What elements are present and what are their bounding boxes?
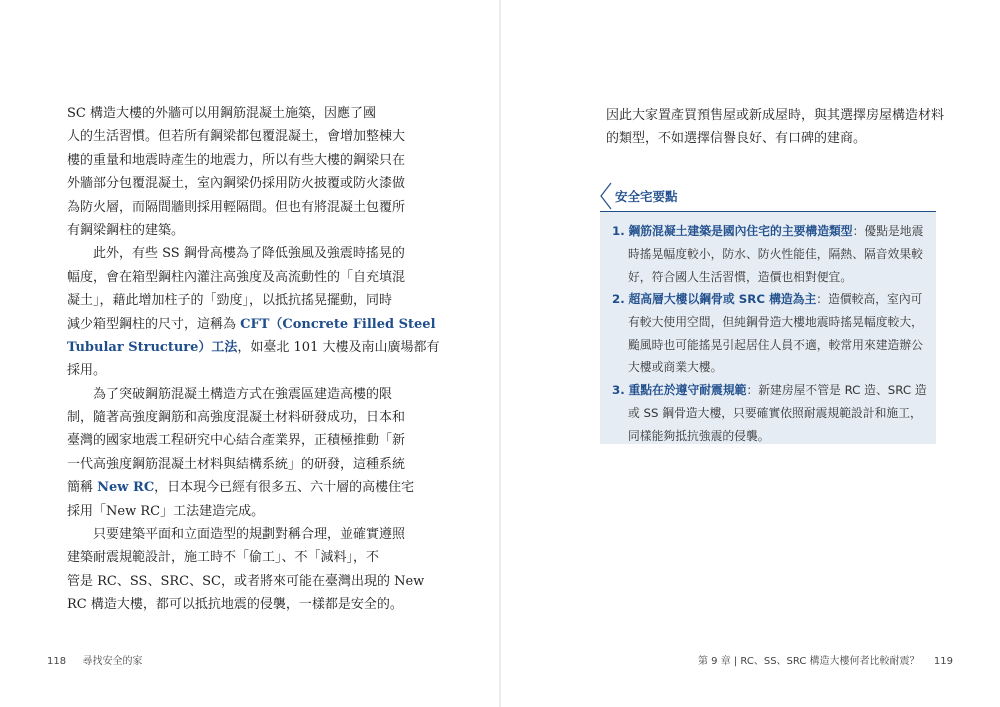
text-segment: ：造價較高，室內可 bbox=[816, 292, 923, 306]
text-line bbox=[67, 336, 440, 359]
right-paragraph-line: 的類型，不如選擇信譽良好、有口碑的建商。 bbox=[606, 131, 867, 147]
box-body bbox=[600, 212, 936, 444]
text-segment: 採用。 bbox=[67, 363, 107, 379]
text-line bbox=[67, 242, 405, 265]
text-segment: 好，符合國人生活習慣，造價也相對便宜。 bbox=[628, 269, 853, 284]
text-line bbox=[67, 476, 415, 499]
tip-line bbox=[612, 266, 930, 289]
tip-number: 3. bbox=[612, 383, 625, 397]
highlight-text: Tubular Structure）工法 bbox=[67, 339, 238, 355]
box-title-marker bbox=[600, 182, 612, 210]
text-segment: 採用「New RC」工法建造完成。 bbox=[67, 503, 265, 519]
paragraph bbox=[67, 523, 425, 617]
text-segment: 有較大使用空間，但純鋼骨造大樓地震時搖晃幅度較大， bbox=[628, 314, 923, 329]
text-line bbox=[67, 570, 425, 593]
text-segment: 時搖晃幅度較小，防水、防火性能佳，隔熱、隔音效果較 bbox=[628, 246, 923, 261]
tip-number: 1. bbox=[612, 224, 625, 238]
text-segment: 簡稱 bbox=[67, 480, 98, 496]
text-line bbox=[67, 593, 403, 616]
text-segment: 為了突破鋼筋混凝土構造方式在強震區建造高樓的限 bbox=[93, 386, 393, 402]
text-segment: 建築耐震規範設計，施工時不「偷工」、不「減料」，不 bbox=[67, 550, 380, 566]
text-segment: ，日本現今已經有很多五、六十層的高樓住宅 bbox=[154, 480, 415, 496]
tip-line bbox=[612, 356, 930, 379]
highlight-text: 重點在於遵守耐震規範 bbox=[628, 383, 747, 397]
tip-item bbox=[612, 288, 930, 379]
paragraph bbox=[67, 102, 406, 242]
text-segment: RC 構造大樓，都可以抵抗地震的侵襲，一樣都是安全的。 bbox=[67, 597, 403, 613]
left-footer bbox=[47, 652, 142, 667]
text-line bbox=[67, 266, 406, 289]
text-segment: SC 構造大樓的外牆可以用鋼筋混凝土施築，因應了國 bbox=[67, 106, 376, 121]
text-segment: 有鋼梁鋼柱的建築。 bbox=[67, 222, 185, 238]
text-segment: 人的生活習慣。但若所有鋼梁都包覆混凝土，會增加整棟大 bbox=[67, 129, 406, 145]
highlight-text: New RC bbox=[97, 480, 155, 496]
paragraph bbox=[67, 242, 440, 382]
text-segment: 幅度，會在箱型鋼柱內灌注高強度及高流動性的「自充填混 bbox=[67, 269, 406, 285]
highlight-text: CFT（Concrete Filled Steel bbox=[240, 316, 436, 332]
text-line bbox=[67, 500, 400, 523]
paragraph bbox=[67, 383, 415, 523]
text-line bbox=[67, 149, 406, 172]
left-page-number: 118 bbox=[47, 656, 67, 667]
text-segment: 颱風時也可能搖晃引起居住人員不適，較常用來建造辦公 bbox=[628, 337, 923, 352]
text-line bbox=[67, 196, 406, 219]
text-line bbox=[67, 406, 406, 429]
right-page-number: 119 bbox=[933, 656, 953, 667]
text-line bbox=[67, 429, 406, 452]
text-segment: 管是 RC、SS、SRC、SC，或者將來可能在臺灣出現的 New bbox=[67, 573, 425, 589]
highlight-text: 超高層大樓以鋼骨或 SRC 構造為主 bbox=[628, 292, 817, 306]
tip-number: 2. bbox=[612, 292, 625, 306]
text-segment: 此外，有些 SS 鋼骨高樓為了降低強風及強震時搖晃的 bbox=[93, 246, 405, 262]
right-page bbox=[500, 0, 1000, 707]
right-footer bbox=[698, 652, 953, 667]
right-body-text bbox=[606, 104, 945, 151]
text-segment: ：新建房屋不管是 RC 造、SRC 造 bbox=[746, 383, 927, 397]
tip-item bbox=[612, 220, 930, 288]
text-segment: 一代高強度鋼筋混凝土材料與結構系統」的研發，這種系統 bbox=[67, 456, 406, 472]
text-segment: 凝土」，藉此增加柱子的「勁度」，以抵抗搖晃擺動，同時 bbox=[67, 293, 393, 309]
text-segment: 同樣能夠抵抗強震的侵襲。 bbox=[628, 428, 770, 443]
text-line bbox=[67, 383, 400, 406]
text-line bbox=[67, 172, 406, 195]
text-line bbox=[67, 359, 400, 382]
text-segment: 樓的重量和地震時產生的地震力，所以有些大樓的鋼梁只在 bbox=[67, 152, 406, 168]
text-line bbox=[67, 453, 406, 476]
tip-line bbox=[612, 402, 930, 425]
text-segment: 外牆部分包覆混凝土，室內鋼梁仍採用防火披覆或防火漆做 bbox=[67, 176, 406, 192]
text-line bbox=[67, 546, 400, 569]
text-line bbox=[67, 523, 406, 546]
text-segment: 只要建築平面和立面造型的規劃對稱合理，並確實遵照 bbox=[93, 527, 406, 543]
text-segment: 減少箱型鋼柱的尺寸，這稱為 bbox=[67, 316, 241, 332]
highlight-text: 鋼筋混凝土建築是國內住宅的主要構造類型 bbox=[628, 224, 853, 238]
tip-line bbox=[612, 379, 930, 402]
tip-item bbox=[612, 379, 930, 447]
text-line bbox=[67, 125, 406, 148]
chapter-title: 第 9 章 | RC、SS、SRC 構造大樓何者比較耐震？ bbox=[697, 656, 920, 667]
tip-line bbox=[612, 425, 930, 448]
text-segment: 制，隨著高強度鋼筋和高強度混凝土材料研發成功，日本和 bbox=[67, 410, 406, 426]
text-segment: ：優點是地震 bbox=[852, 224, 924, 238]
text-line bbox=[67, 313, 436, 336]
text-segment: 或 SS 鋼骨造大樓，只要確實依照耐震規範設計和施工， bbox=[628, 405, 922, 420]
left-body-text bbox=[67, 102, 440, 617]
text-segment: ，如臺北 101 大樓及南山廣場都有 bbox=[237, 339, 440, 355]
tip-line bbox=[612, 334, 930, 357]
text-line bbox=[67, 102, 400, 125]
tip-line bbox=[612, 243, 930, 266]
safety-tips-box bbox=[600, 180, 936, 444]
right-paragraph-line: 因此大家置產買預售屋或新成屋時，與其選擇房屋構造材料 bbox=[606, 108, 945, 123]
text-segment: 臺灣的國家地震工程研究中心結合產業界，正積極推動「新 bbox=[67, 433, 406, 449]
book-title: 尋找安全的家 bbox=[82, 656, 143, 667]
tip-line bbox=[612, 288, 930, 311]
text-segment: 大樓或商業大樓。 bbox=[628, 360, 723, 375]
text-segment: 為防火層，而隔間牆則採用輕隔間。但也有將混凝土包覆所 bbox=[67, 199, 406, 215]
text-line bbox=[67, 219, 400, 242]
text-line bbox=[67, 289, 400, 312]
tip-line bbox=[612, 220, 930, 243]
tip-line bbox=[612, 311, 930, 334]
box-title: 安全宅要點 bbox=[615, 189, 678, 204]
